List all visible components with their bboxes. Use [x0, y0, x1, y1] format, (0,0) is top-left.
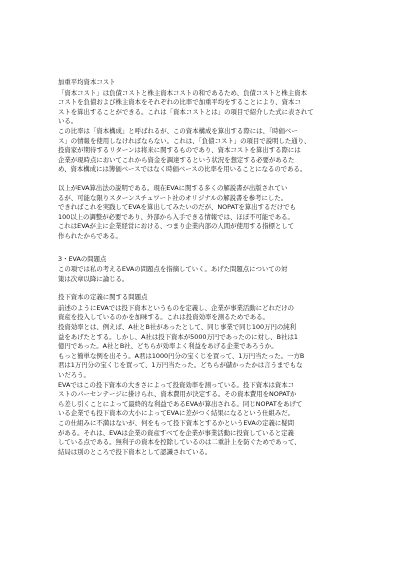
text-line: いだろう。	[58, 371, 90, 380]
section-heading: 3・EVAの問題点	[58, 254, 107, 263]
text-line: できればこれを実践してEVAを算出してみたいのだが、NOPATを算出するだけでも	[58, 203, 296, 212]
text-line: この項では私の考えるEVAの問題点を指摘していく。あげた問題点についての対	[58, 265, 288, 274]
section-heading: 投下資本の定義に関する問題点	[58, 293, 148, 302]
document-page	[58, 78, 376, 457]
text-line: いる。	[58, 117, 78, 126]
section-heading: 加重平均資本コスト	[58, 78, 116, 86]
text-line: している点である。無利子の資本を控除しているのは二重計上を防ぐためであって、	[58, 438, 301, 447]
text-line: 企業が現時点においてこれから資金を調達するという状況を想定する必要があるた	[58, 155, 295, 164]
text-line: 以上がEVA算出法の説明である。現在EVAに関する多くの解説書が出版されてい	[58, 183, 288, 192]
text-line: EVAではこの投下資本の大きさによって投資効率を測っている。投下資本は資本コ	[58, 380, 295, 389]
text-line: ストを算出することができる。これは「資本コストとは」の項目で紹介した式に表されて	[58, 107, 314, 116]
text-line: 億円であった。A社とB社、どちらが効率よく利益をあげる企業であろうか。	[58, 342, 278, 351]
text-line: ストのパーセンテージに掛けられ、資本費用が決定する。その資本費用をNOPATか	[58, 390, 297, 399]
text-line: ス」の情報を使用しなければならない。これは、「負債コスト」の項目で説明した通り、	[58, 136, 311, 145]
text-line: 投資効率とは、例えば、A社とB社があったとして、同じ事業で同じ100万円の純利	[58, 323, 297, 332]
section	[58, 242, 376, 285]
paragraph	[58, 304, 376, 458]
text-line: 作られたからである。	[58, 231, 122, 240]
text-line: 100以上の調整が必要であり、外部から入手できる情報では、ほぼ不可能である。	[58, 212, 294, 221]
section	[58, 175, 376, 242]
paragraph	[58, 184, 376, 242]
text-line: この比率は「資本構成」と呼ばれるが、この資本構成を算出する際には、「時価ベー	[58, 126, 298, 135]
section	[58, 284, 376, 457]
paragraph	[58, 89, 376, 127]
text-line: もっと簡単な例を出そう。A君は1000円分の宝くじを買って、1万円当たった。一方B	[58, 351, 305, 360]
section-spacer	[58, 175, 376, 184]
text-line: るが、可能な限りスターンスチュワート社のオリジナルの解説書を参考にした。	[58, 193, 288, 202]
section	[58, 78, 376, 175]
text-line: いる企業でも投下資本の大小によってEVAに差がつく結果になるという仕組みだ。	[58, 409, 295, 418]
paragraph	[58, 265, 376, 284]
section-spacer	[58, 284, 376, 293]
text-line: これはEVAが主に企業経営における、つまり企業内部の人間が使用する指標として	[58, 222, 295, 231]
text-line: 前述のようにEVAでは投下資本というものを定義し、企業が事業活動にどれだけの	[58, 303, 295, 312]
text-line: 資産を投入しているのかを加味する。これは投資効率を測るためである。	[58, 313, 269, 322]
text-line: 投資家が期待するリターンは将来に関するものであり、資本コストを算出する際には	[58, 146, 301, 155]
text-line: 「資本コスト」は負債コストと株主資本コストの和であるため、負債コストと株主資本	[58, 88, 307, 97]
text-line: がある。それは、EVAは企業の資産すべてを企業が事業活動に投資していると定義	[58, 428, 294, 437]
text-line: 君は1万円分の宝くじを買って、1万円当たった。どちらが儲かったかは言うまでもな	[58, 361, 303, 370]
text-line: ら差し引くことによって最終的な利益であるEVAが算出される。同じNOPATをあげて	[58, 399, 303, 408]
text-line: コストを負債および株主資本をそれぞれの比率で加重平均をすることにより、資本コ	[58, 98, 301, 107]
text-line: め、資本構成には簿価ベースではなく時価ベースの比率を用いることになるのである。	[58, 165, 307, 174]
text-line: 策は次章以降に論じる。	[58, 274, 129, 283]
text-line: 益をあげたとする。しかし、A社は投下資本が5000万円であったのに対し、B社は1	[58, 332, 298, 341]
text-line: 結局は別のところで投下資本として認識されている。	[58, 447, 212, 456]
paragraph	[58, 127, 376, 175]
text-line: この仕組みに不満はないが、何をもって投下資本とするかというEVAの定義に疑問	[58, 419, 295, 427]
section-spacer	[58, 242, 376, 255]
